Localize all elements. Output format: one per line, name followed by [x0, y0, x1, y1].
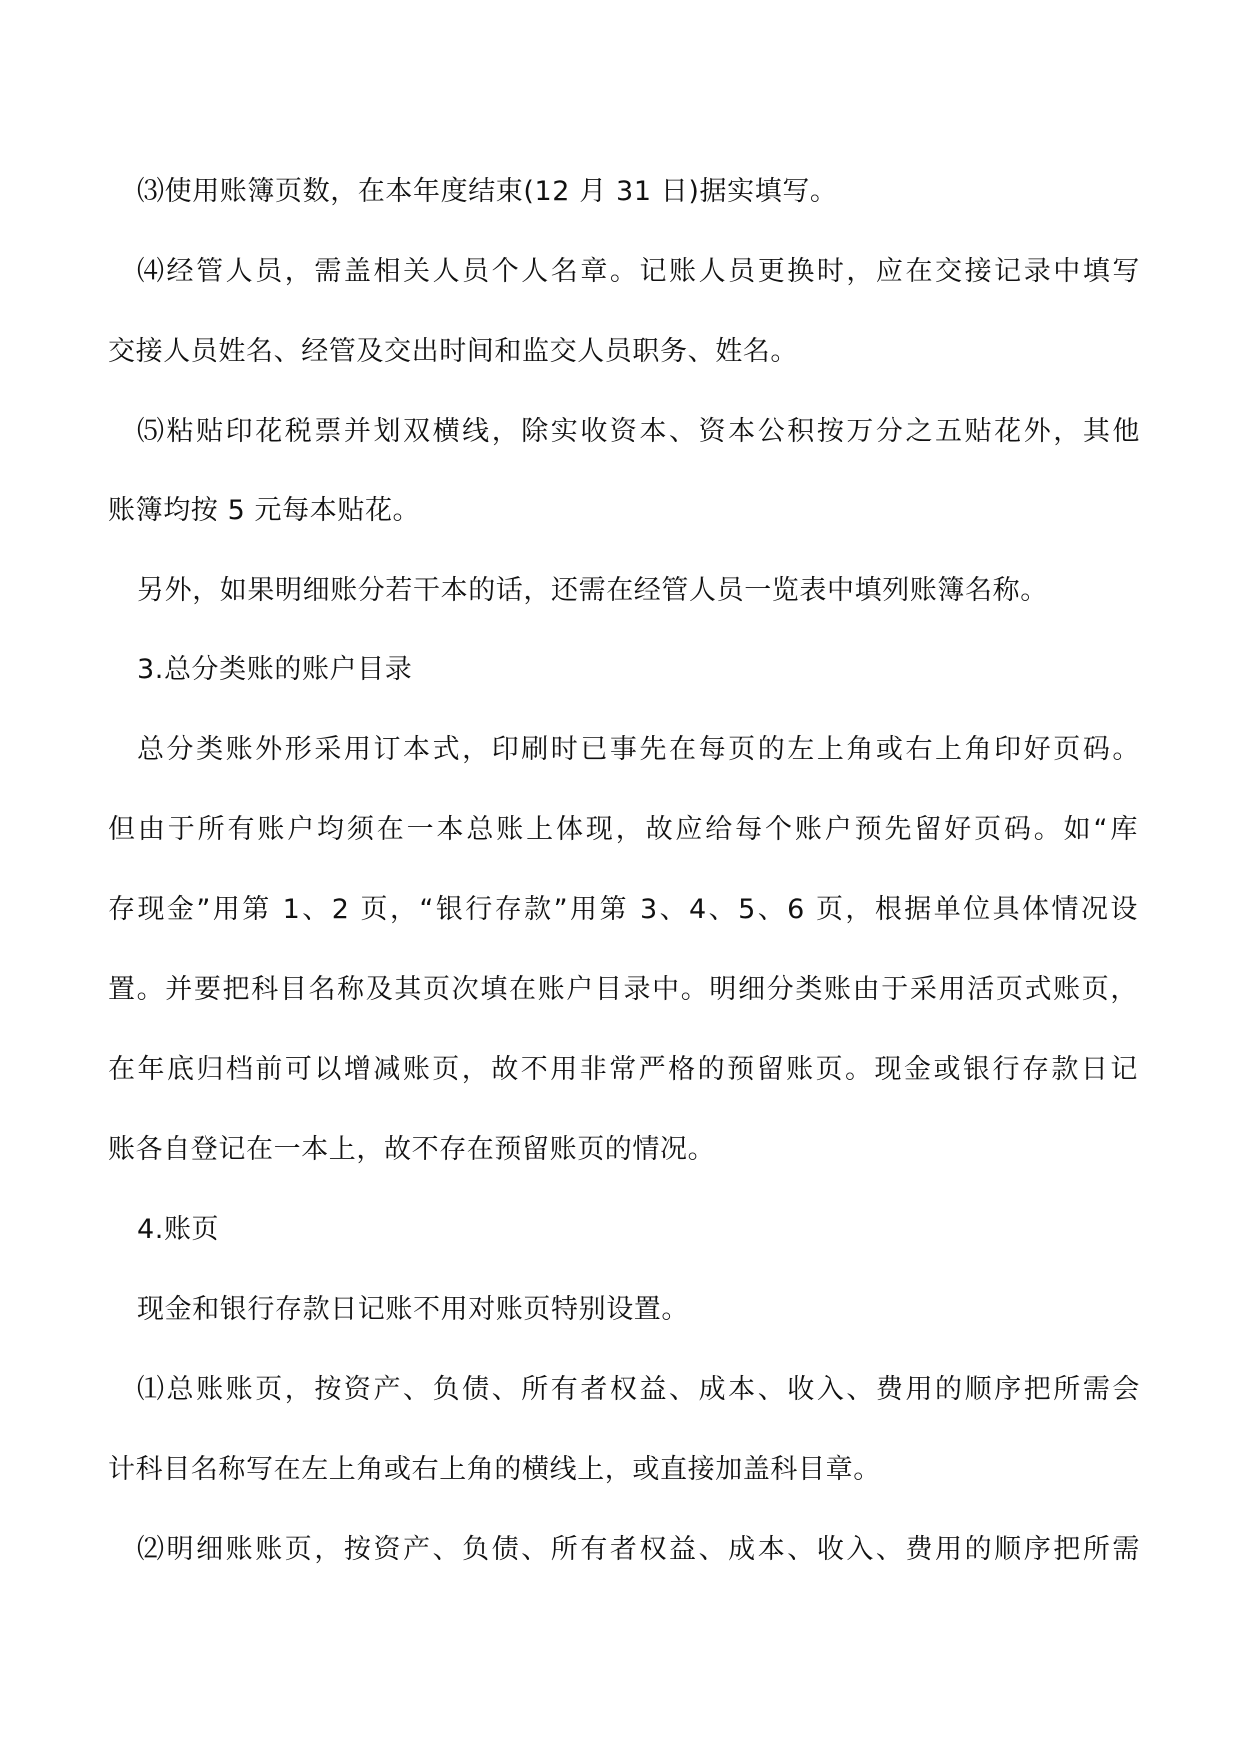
paragraph-ledger-line-4: 置。并要把科目名称及其页次填在账户目录中。明细分类账由于采用活页式账页， — [108, 974, 1138, 1005]
paragraph-item-4-line-2: 交接人员姓名、经管及交出时间和监交人员职务、姓名。 — [108, 336, 798, 367]
paragraph-ledger-line-1: 总分类账外形采用订本式，印刷时已事先在每页的左上角或右上角印好页码。 — [137, 734, 1140, 765]
paragraph-item-4-line-1: ⑷经管人员，需盖相关人员个人名章。记账人员更换时，应在交接记录中填写 — [137, 256, 1140, 287]
paragraph-item-5-line-2: 账簿均按 5 元每本贴花。 — [108, 495, 421, 526]
paragraph-ledger-line-6: 账各自登记在一本上，故不存在预留账页的情况。 — [108, 1134, 716, 1165]
paragraph-item-3: ⑶使用账簿页数，在本年度结束(12 月 31 日)据实填写。 — [137, 176, 838, 207]
paragraph-ledger-line-3: 存现金”用第 1、2 页，“银行存款”用第 3、4、5、6 页，根据单位具体情况设 — [108, 894, 1138, 925]
section-heading-3: 3.总分类账的账户目录 — [137, 654, 413, 685]
paragraph-item-2-line-1: ⑵明细账账页，按资产、负债、所有者权益、成本、收入、费用的顺序把所需 — [137, 1534, 1140, 1565]
paragraph-ledger-line-2: 但由于所有账户均须在一本总账上体现，故应给每个账户预先留好页码。如“库 — [108, 814, 1138, 845]
paragraph-item-1-line-2: 计科目名称写在左上角或右上角的横线上，或直接加盖科目章。 — [108, 1454, 881, 1485]
section-heading-4: 4.账页 — [137, 1214, 220, 1245]
paragraph-item-5-line-1: ⑸粘贴印花税票并划双横线，除实收资本、资本公积按万分之五贴花外，其他 — [137, 416, 1140, 447]
paragraph-page-setup: 现金和银行存款日记账不用对账页特别设置。 — [137, 1294, 689, 1325]
paragraph-item-1-line-1: ⑴总账账页，按资产、负债、所有者权益、成本、收入、费用的顺序把所需会 — [137, 1374, 1140, 1405]
paragraph-additional-note: 另外，如果明细账分若干本的话，还需在经管人员一览表中填列账簿名称。 — [137, 575, 1048, 606]
paragraph-ledger-line-5: 在年底归档前可以增减账页，故不用非常严格的预留账页。现金或银行存款日记 — [108, 1054, 1138, 1085]
